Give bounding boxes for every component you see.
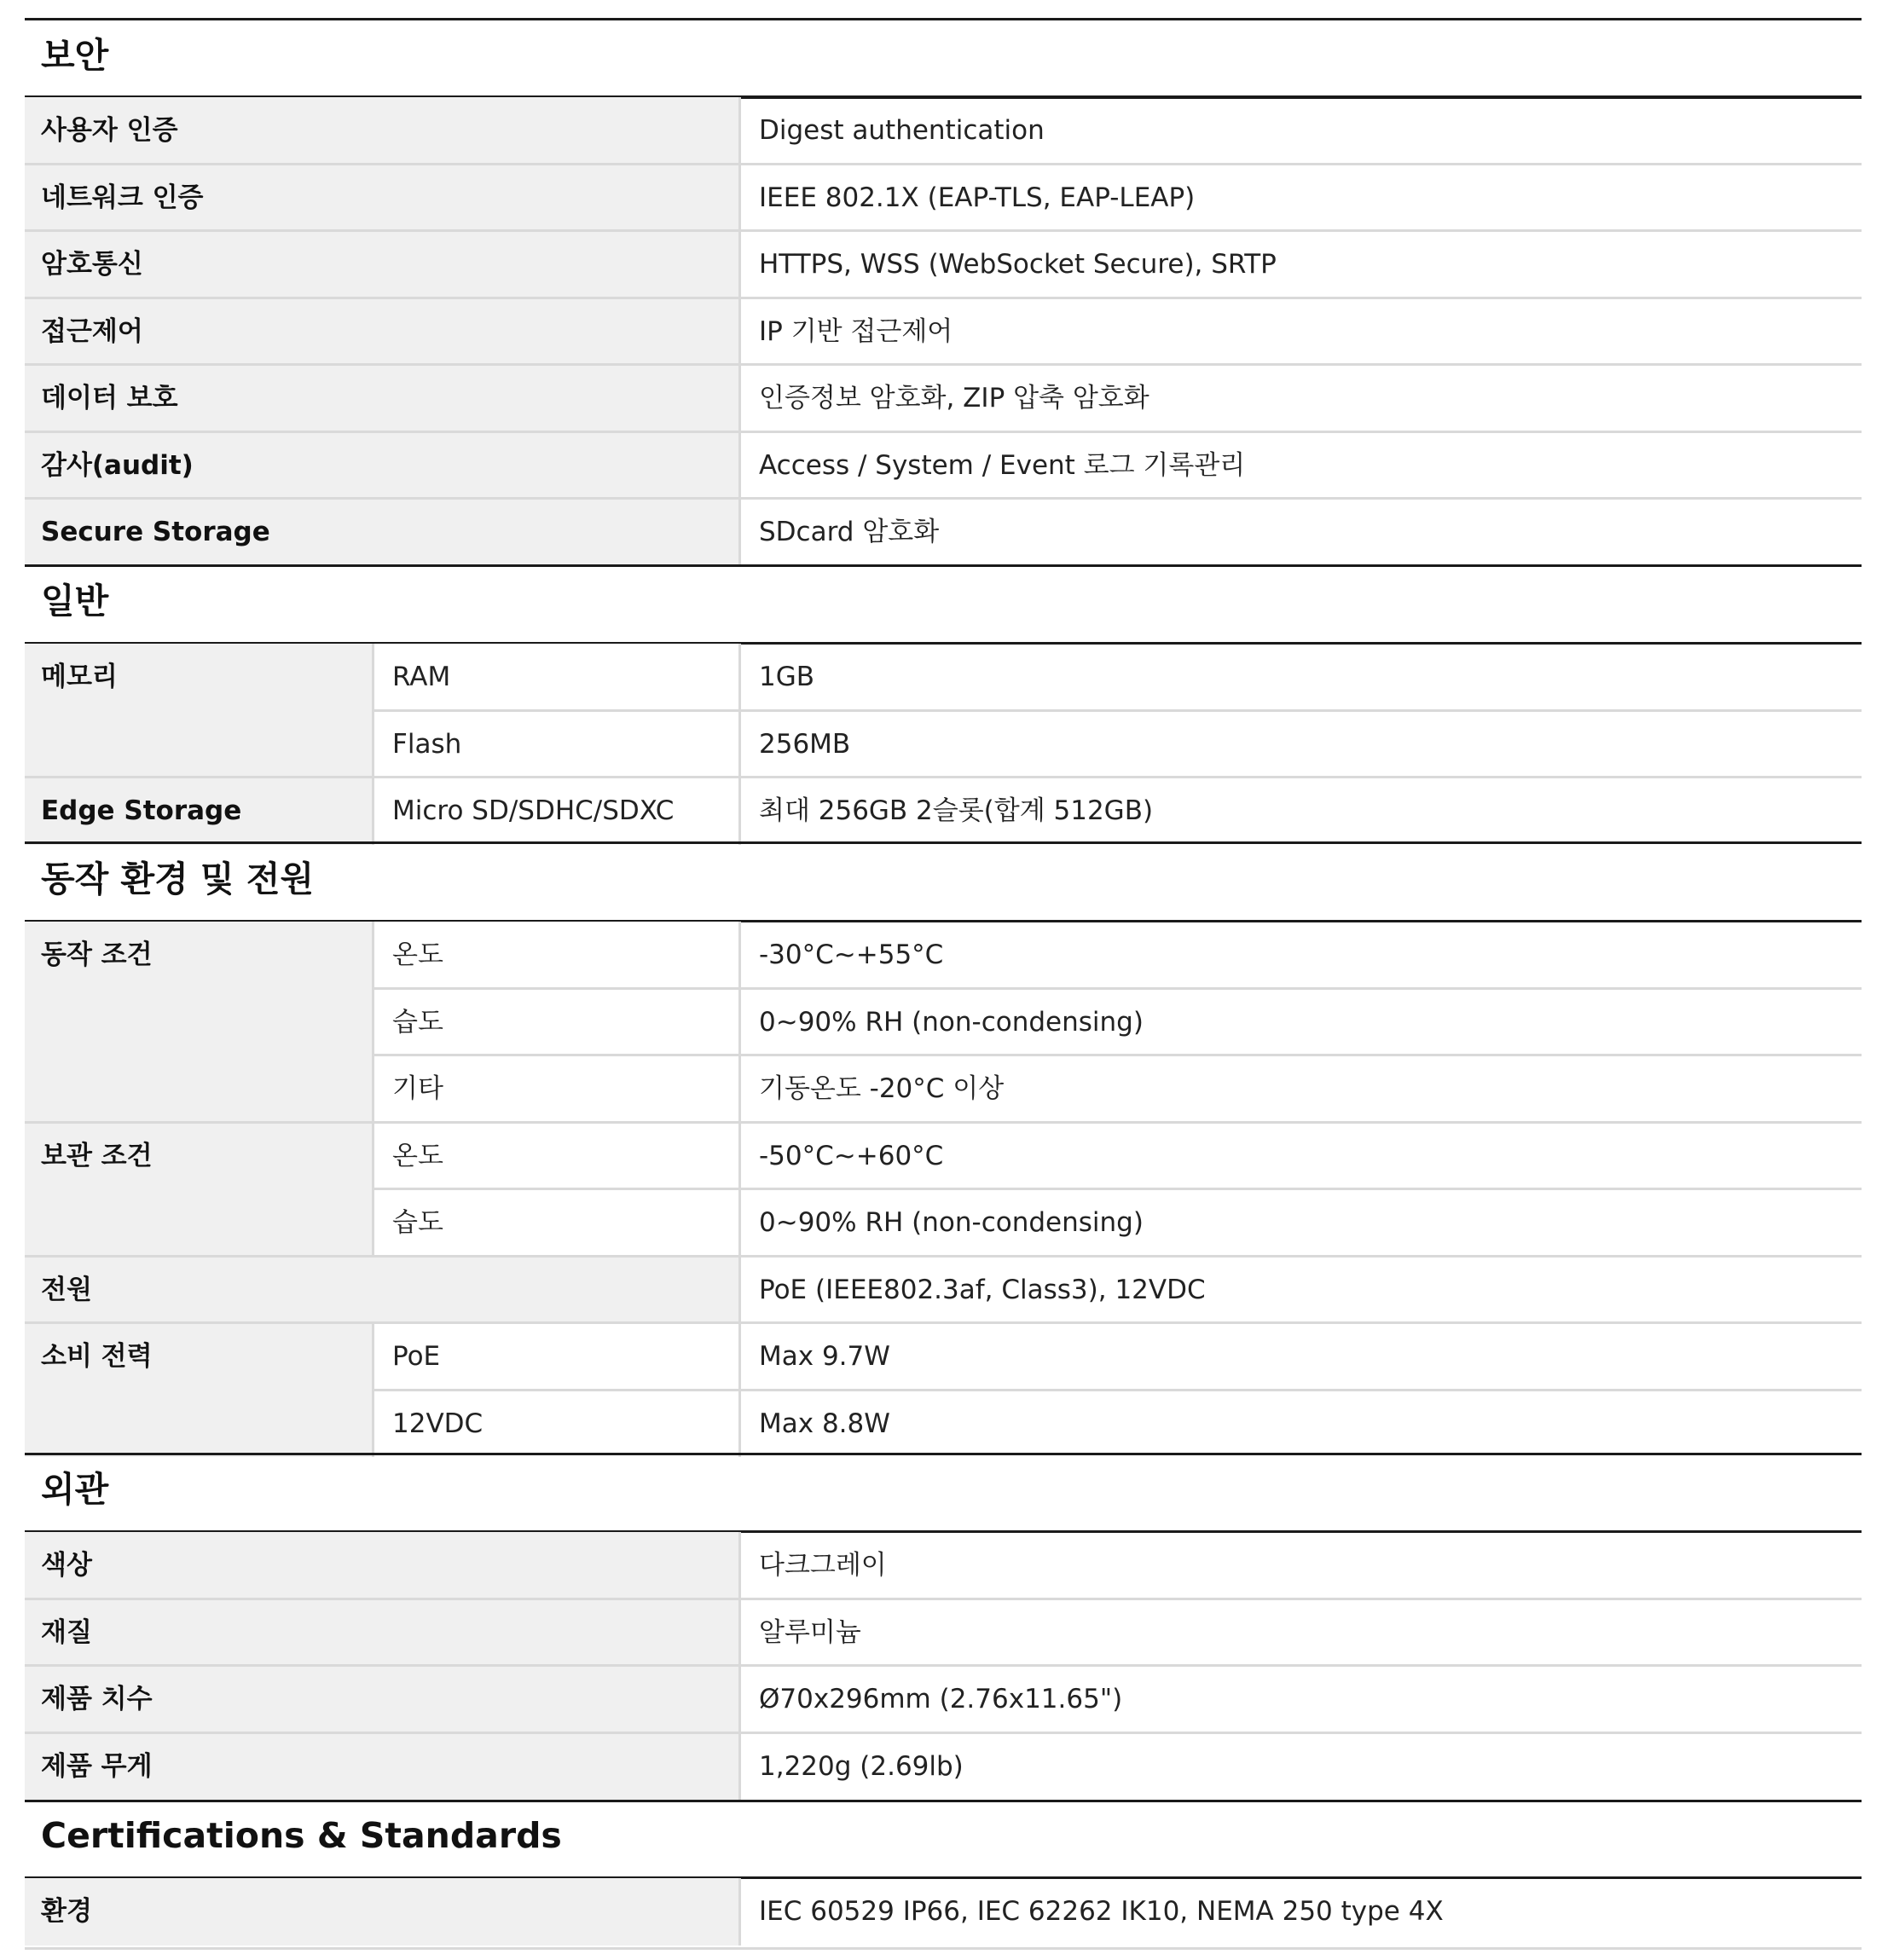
value-column-divider — [738, 97, 741, 566]
spec-label: 메모리 — [41, 662, 118, 692]
section-title: 동작 환경 및 전원 — [41, 859, 315, 899]
spec-sublabel: 습도 — [392, 1207, 443, 1238]
row-divider — [25, 363, 1862, 366]
spec-label: 제품 치수 — [41, 1684, 153, 1714]
spec-value: SDcard 암호화 — [759, 517, 940, 547]
spec-value: PoE (IEEE802.3af, Class3), 12VDC — [759, 1274, 1206, 1305]
section-top-rule — [25, 841, 1862, 844]
section-title: 일반 — [41, 581, 109, 622]
row-divider — [25, 1255, 1862, 1258]
row-divider — [372, 1389, 1862, 1391]
row-divider — [25, 1732, 1862, 1734]
spec-sublabel: 온도 — [392, 1140, 443, 1171]
section-top-rule — [25, 1800, 1862, 1802]
row-divider — [25, 163, 1862, 165]
spec-sublabel: 온도 — [392, 940, 443, 970]
row-divider — [25, 1598, 1862, 1600]
spec-label: Edge Storage — [41, 795, 242, 826]
spec-sublabel: 습도 — [392, 1006, 443, 1038]
spec-sublabel: 기타 — [392, 1073, 443, 1104]
sub-column-divider — [372, 922, 374, 1123]
spec-value: 인증정보 암호화, ZIP 압축 암호화 — [759, 383, 1149, 413]
row-divider — [25, 497, 1862, 500]
section-title: 보안 — [41, 35, 109, 76]
spec-value: 최대 256GB 2슬롯(합계 512GB) — [759, 795, 1154, 826]
spec-value: 0~90% RH (non-condensing) — [759, 1006, 1144, 1038]
spec-label: 소비 전력 — [41, 1341, 153, 1372]
spec-value: -30°C~+55°C — [759, 940, 944, 970]
spec-value: 기동온도 -20°C 이상 — [759, 1073, 1005, 1104]
spec-value: Digest authentication — [759, 115, 1045, 146]
spec-label: 접근제어 — [41, 315, 143, 347]
spec-value: 0~90% RH (non-condensing) — [759, 1207, 1144, 1238]
spec-label: 암호통신 — [41, 249, 143, 280]
row-divider — [372, 987, 1862, 990]
row-divider — [25, 1121, 1862, 1124]
row-divider — [372, 1188, 1862, 1190]
row-divider — [25, 1664, 1862, 1667]
spec-value: IP 기반 접근제어 — [759, 315, 953, 347]
spec-label: 데이터 보호 — [41, 383, 178, 413]
spec-value: 다크그레이 — [759, 1550, 887, 1581]
spec-value: 알루미늄 — [759, 1616, 861, 1648]
spec-sublabel: RAM — [392, 662, 451, 692]
spec-label: 감사(audit) — [41, 449, 194, 481]
spec-label: 전원 — [41, 1274, 92, 1305]
section-title: Certifications & Standards — [41, 1815, 562, 1856]
row-divider — [25, 229, 1862, 232]
value-column-divider — [738, 1878, 741, 1946]
row-divider — [372, 1054, 1862, 1056]
sub-column-divider — [372, 778, 374, 845]
spec-label: 환경 — [41, 1896, 92, 1927]
spec-value: HTTPS, WSS (WebSocket Secure), SRTP — [759, 249, 1277, 280]
row-divider — [25, 297, 1862, 299]
spec-value: 256MB — [759, 728, 851, 760]
table-bottom-rule — [25, 1947, 1862, 1950]
label-column-bg — [25, 1878, 738, 1946]
row-divider — [25, 431, 1862, 433]
value-column-divider — [738, 644, 741, 845]
spec-label: 보관 조건 — [41, 1140, 153, 1171]
spec-value: Max 8.8W — [759, 1408, 890, 1439]
spec-sublabel: PoE — [392, 1341, 441, 1372]
row-divider — [25, 1321, 1862, 1324]
spec-sublabel: Flash — [392, 728, 462, 760]
spec-sublabel: Micro SD/SDHC/SDXC — [392, 795, 675, 826]
spec-label: 제품 무게 — [41, 1750, 153, 1782]
spec-label: 네트워크 인증 — [41, 182, 204, 213]
spec-value: IEC 60529 IP66, IEC 62262 IK10, NEMA 250 type 4X — [759, 1896, 1444, 1927]
row-divider — [25, 776, 1862, 778]
spec-value: -50°C~+60°C — [759, 1140, 944, 1171]
section-top-rule — [25, 18, 1862, 20]
spec-value: IEEE 802.1X (EAP-TLS, EAP-LEAP) — [759, 182, 1196, 213]
section-top-rule — [25, 564, 1862, 567]
spec-label: Secure Storage — [41, 517, 270, 547]
row-divider — [372, 709, 1862, 712]
spec-value: Ø70x296mm (2.76x11.65") — [759, 1684, 1123, 1714]
spec-label: 색상 — [41, 1550, 92, 1581]
spec-label: 재질 — [41, 1616, 92, 1648]
spec-value: 1GB — [759, 662, 815, 692]
spec-label: 사용자 인증 — [41, 115, 178, 146]
spec-value: Max 9.7W — [759, 1341, 890, 1372]
spec-label: 동작 조건 — [41, 940, 153, 970]
section-top-rule — [25, 1453, 1862, 1455]
spec-sublabel: 12VDC — [392, 1408, 484, 1439]
section-title: 외관 — [41, 1469, 109, 1510]
spec-value: Access / System / Event 로그 기록관리 — [759, 449, 1246, 481]
spec-value: 1,220g (2.69lb) — [759, 1750, 964, 1782]
